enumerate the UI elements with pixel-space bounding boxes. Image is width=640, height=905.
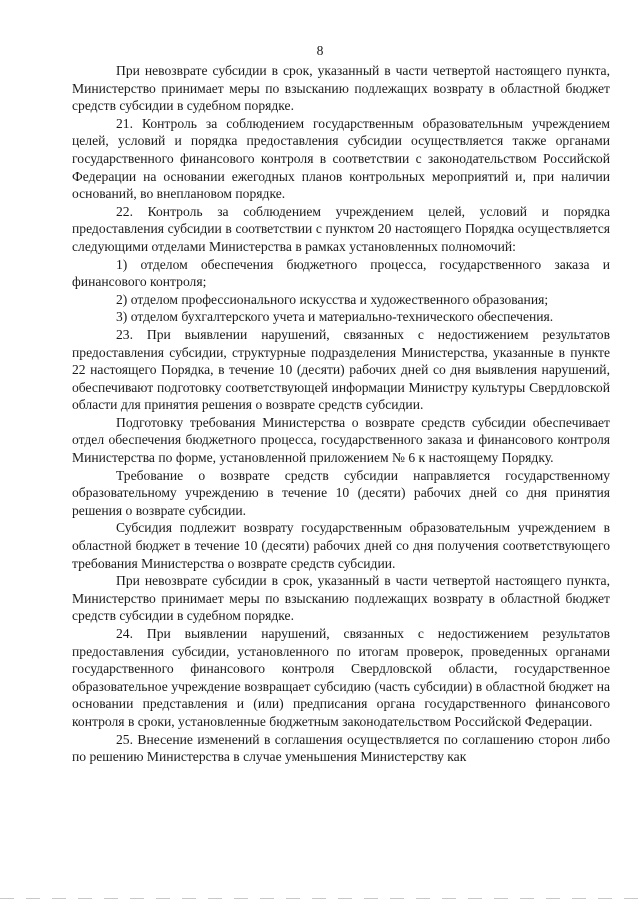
paragraph-22: 22. Контроль за соблюдением учреждением целей, условий и порядка предоставления субсидии в соответствии с пунктом 20 настоящего Порядка осуществляется следующими отделами Министерства в рамках установленных полномочий: — [72, 203, 610, 254]
paragraph-21: 21. Контроль за соблюдением государственным образовательным учреждением целей, условий и порядка предоставления субсидии осуществляется также органами государственного финансового контроля в соответствии с законодательством Российской Федерации на основании ежегодных планов контрольных мероприятий и, при наличии оснований, во внеплановом порядке. — [72, 115, 610, 202]
paragraph-23-requirement-prep: Подготовку требования Министерства о возврате средств субсидии обеспечивает отдел обеспечения бюджетного процесса, государственного заказа и финансового контроля Министерства по форме, установленной приложением № 6 к настоящему Порядку. — [72, 414, 610, 466]
paragraph-23-court: При невозврате субсидии в срок, указанный в части четвертой настоящего пункта, Министерство принимает меры по взысканию подлежащих возврату в областной бюджет средств субсидии в судебном порядке. — [72, 573, 610, 624]
paragraph-23: 23. При выявлении нарушений, связанных с недостижением результатов предоставления субсидии, структурные подразделения Министерства, указанные в пункте 22 настоящего Порядка, в течение 10 (десяти) рабочих дней со дня выявления нарушений, обеспечивают подготовку соответствующей информации Министру культуры Свердловской области для принятия решения о возврате средств субсидии. — [72, 326, 610, 413]
list-item-1: 1) отделом обеспечения бюджетного процесса, государственного заказа и финансового контроля; — [72, 256, 610, 290]
document-body — [72, 62, 610, 766]
paragraph-refund-court: При невозврате субсидии в срок, указанный в части четвертой настоящего пункта, Министерство принимает меры по взысканию подлежащих возврату в областной бюджет средств субсидии в судебном порядке. — [72, 63, 610, 114]
list-item-3: 3) отделом бухгалтерского учета и материально-технического обеспечения. — [116, 309, 554, 325]
page-bottom-edge — [0, 898, 640, 899]
list-item-2: 2) отделом профессионального искусства и художественного образования; — [116, 291, 549, 307]
paragraph-24: 24. При выявлении нарушений, связанных с недостижением результатов предоставления субсидии, установленного по итогам проверок, проведенных органами государственного финансового контроля Свердловской области, государственное образовательное учреждение возвращает субсидию (часть субсидии) в областной бюджет на основании представления и (или) предписания органа государственного финансового контроля в сроки, установленные бюджетным законодательством Российской Федерации. — [72, 626, 610, 729]
paragraph-25: 25. Внесение изменений в соглашения осуществляется по соглашению сторон либо по решению Министерства в случае уменьшения Министерству как — [72, 731, 610, 765]
paragraph-23-requirement-send: Требование о возврате средств субсидии направляется государственному образовательному учреждению в течение 10 (десяти) рабочих дней со дня принятия решения о возврате субсидии. — [72, 467, 610, 518]
page-number: 8 — [316, 43, 324, 58]
paragraph-23-return: Субсидия подлежит возврату государственным образовательным учреждением в областной бюджет в течение 10 (десяти) рабочих дней со дня получения соответствующего требования Министерства о возврате средств субсидии. — [72, 520, 610, 571]
